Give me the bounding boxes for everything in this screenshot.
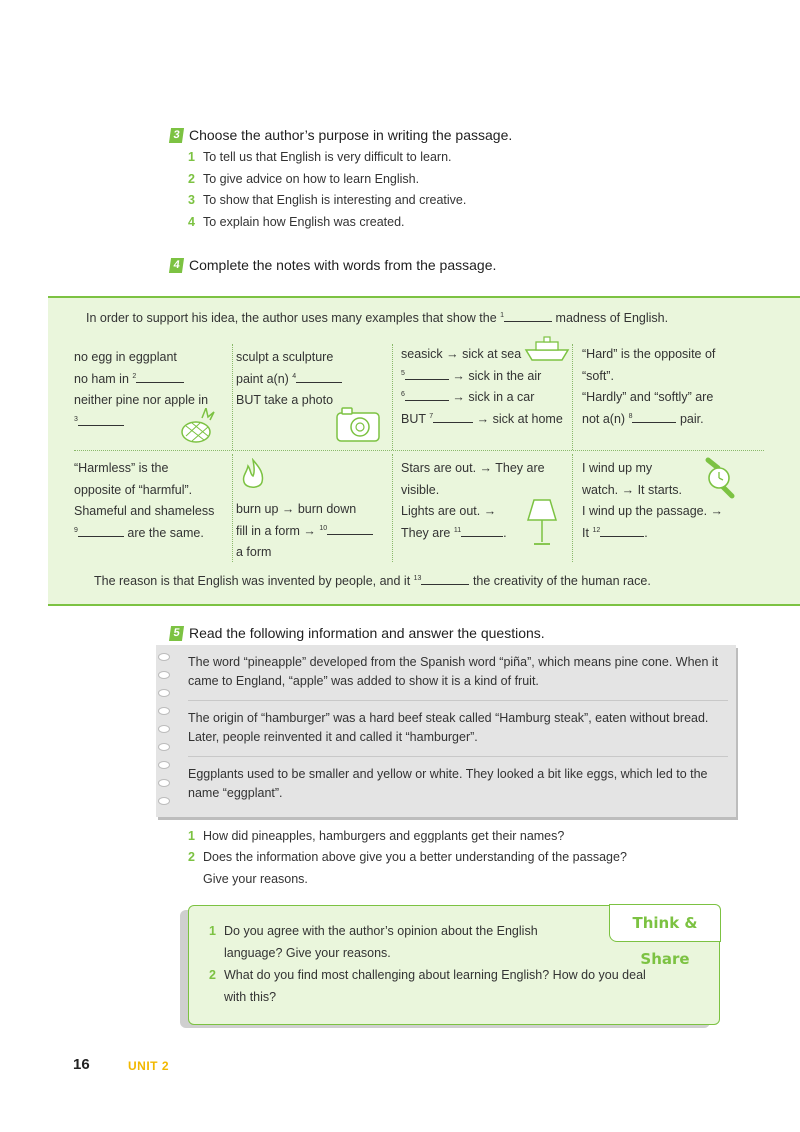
blank-1[interactable]	[504, 309, 552, 322]
section-number-badge: 5	[169, 626, 184, 641]
lamp-icon	[526, 498, 558, 550]
blank-5[interactable]	[405, 367, 449, 380]
note-cell-7: Stars are out. → They are visible. Lights are out. → They are $^{11}$ .	[401, 461, 545, 540]
option-item: 4 To explain how English was created.	[188, 215, 405, 229]
notes-outro: The reason is that English was invented by people, and it $^{13}$ the creativity of the human race.	[94, 574, 651, 588]
camera-icon	[334, 404, 382, 444]
notes-intro: In order to support his idea, the author uses many examples that show the $^1$ madness of English.	[86, 311, 669, 325]
section-title: Complete the notes with words from the passage.	[189, 257, 497, 273]
ship-icon	[524, 336, 572, 362]
note-cell-4: “Hard” is the opposite of “soft”. “Hardly” and “softly” are not a(n) $^8$ pair.	[582, 347, 716, 426]
blank-8[interactable]	[632, 410, 676, 423]
info-paragraph: The origin of “hamburger” was a hard beef steak called “Hamburg steak”, eaten without bread. Later, people reinvented it and called it “hamburger”.	[188, 711, 709, 744]
blank-6[interactable]	[405, 388, 449, 401]
section-3-heading	[170, 127, 512, 143]
section-title: Choose the author’s purpose in writing the passage.	[189, 127, 513, 143]
note-cell-8: I wind up my watch. → It starts. I wind up the passage. → It $^{12}$ .	[582, 461, 724, 540]
section-4-heading	[170, 257, 496, 273]
note-cell-1: no egg in eggplant no ham in $^2$ neither pine nor apple in $^3$	[74, 347, 208, 433]
notes-box	[48, 296, 800, 606]
think-question: 1 Do you agree with the author’s opinion about the English	[209, 924, 538, 938]
question-item-continuation: Give your reasons.	[203, 872, 308, 886]
blank-9[interactable]	[78, 524, 124, 537]
info-paragraph: Eggplants used to be smaller and yellow or white. They looked a bit like eggs, which led to the name “eggplant”.	[188, 767, 708, 800]
question-item: 1 How did pineapples, hamburgers and eggplants get their names?	[188, 829, 565, 843]
blank-4[interactable]	[296, 370, 342, 383]
option-item: 3 To show that English is interesting and creative.	[188, 193, 467, 207]
pineapple-icon	[178, 408, 218, 444]
note-cell-5: “Harmless” is the opposite of “harmful”. Shameful and shameless $^9$ are the same.	[74, 461, 215, 540]
note-cell-6: burn up → burn down fill in a form → $^{10}$ a form	[236, 499, 373, 564]
section-title: Read the following information and answer the questions.	[189, 625, 545, 641]
unit-label: UNIT 2	[128, 1059, 170, 1073]
section-5-heading	[170, 625, 545, 641]
section-number-badge: 3	[169, 128, 184, 143]
blank-3[interactable]	[78, 413, 124, 426]
think-question: 2 What do you find most challenging about learning English? How do you deal	[209, 968, 646, 982]
page-number: 16	[73, 1056, 90, 1073]
option-item: 2 To give advice on how to learn English.	[188, 172, 420, 186]
think-share-box	[188, 905, 720, 1025]
blank-10[interactable]	[327, 522, 373, 535]
watch-icon	[698, 456, 738, 500]
info-paragraph: The word “pineapple” developed from the Spanish word “piña”, which means pine cone. When it came to England, “apple” was added to show it is a kind of fruit.	[188, 655, 719, 688]
info-card	[156, 645, 736, 817]
think-question-continuation: with this?	[224, 990, 277, 1004]
blank-2[interactable]	[136, 370, 184, 383]
blank-12[interactable]	[600, 524, 644, 537]
think-share-tag: Think & Share	[609, 904, 721, 942]
question-item: 2 Does the information above give you a better understanding of the passage?	[188, 850, 627, 864]
blank-13[interactable]	[421, 572, 469, 585]
think-question-continuation: language? Give your reasons.	[224, 946, 391, 960]
fire-icon	[238, 458, 268, 492]
blank-11[interactable]	[461, 524, 503, 537]
note-cell-3: seasick → sick at sea $^5$ → sick in the air $^6$ → sick in a car BUT $^7$ → sick at home	[401, 347, 563, 426]
blank-7[interactable]	[433, 410, 473, 423]
option-item: 1 To tell us that English is very difficult to learn.	[188, 150, 452, 164]
note-cell-2: sculpt a sculpture paint a(n) $^4$ BUT take a photo	[236, 347, 342, 412]
section-number-badge: 4	[169, 258, 184, 273]
